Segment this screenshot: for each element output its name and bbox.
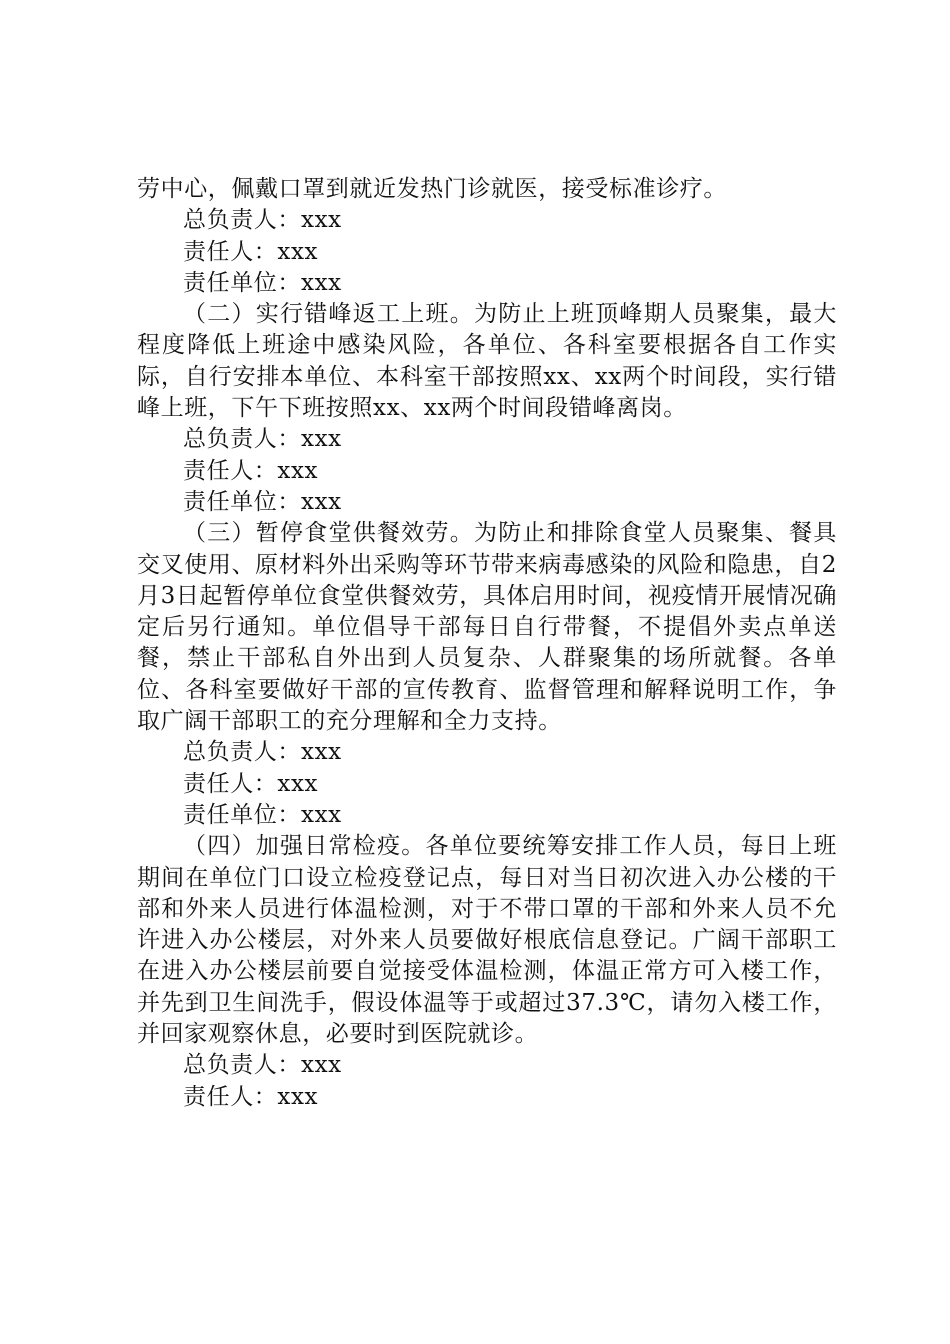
role-unit: 责任单位：xxx: [183, 269, 342, 296]
role-owner: 责任人：xxx: [183, 1083, 319, 1110]
role-general-owner: 总负责人：xxx: [183, 1052, 342, 1079]
role-general-owner: 总负责人：xxx: [183, 426, 342, 453]
role-unit: 责任单位：xxx: [183, 801, 342, 828]
paragraph-continuation: 劳中心，佩戴口罩到就近发热门诊就医，接受标准诊疗。: [137, 176, 727, 202]
role-owner: 责任人：xxx: [183, 457, 319, 484]
role-owner: 责任人：xxx: [183, 770, 319, 797]
document-body: [137, 174, 837, 1113]
role-general-owner: 总负责人：xxx: [183, 207, 342, 234]
section-4-paragraph: （四）加强日常检疫。各单位要统筹安排工作人员，每日上班期间在单位门口设立检疫登记点，每日对当日初次进入办公楼的干部和外来人员进行体温检测，对于不带口罩的干部和外来人员不允许进入办公楼层，对外来人员要做好根底信息登记。广阔干部职工在进入办公楼层前要自觉接受体温检测，体温正常方可入楼工作，并先到卫生间洗手，假设体温等于或超过37.3℃，请勿入楼工作，并回家观察休息，必要时到医院就诊。: [137, 833, 837, 1048]
section-3-paragraph: （三）暂停食堂供餐效劳。为防止和排除食堂人员聚集、餐具交叉使用、原材料外出采购等环节带来病毒感染的风险和隐患，自2月3日起暂停单位食堂供餐效劳，具体启用时间，视疫情开展情况确定后另行通知。单位倡导干部每日自行带餐，不提倡外卖点单送餐，禁止干部私自外出到人员复杂、人群聚集的场所就餐。各单位、各科室要做好干部的宣传教育、监督管理和解释说明工作，争取广阔干部职工的充分理解和全力支持。: [137, 520, 837, 735]
section-2-paragraph: （二）实行错峰返工上班。为防止上班顶峰期人员聚集，最大程度降低上班途中感染风险，各单位、各科室要根据各自工作实际，自行安排本单位、本科室干部按照xx、xx两个时间段，实行错峰上班，下午下班按照xx、xx两个时间段错峰离岗。: [137, 301, 837, 422]
role-owner: 责任人：xxx: [183, 238, 319, 265]
role-unit: 责任单位：xxx: [183, 488, 342, 515]
role-general-owner: 总负责人：xxx: [183, 739, 342, 766]
